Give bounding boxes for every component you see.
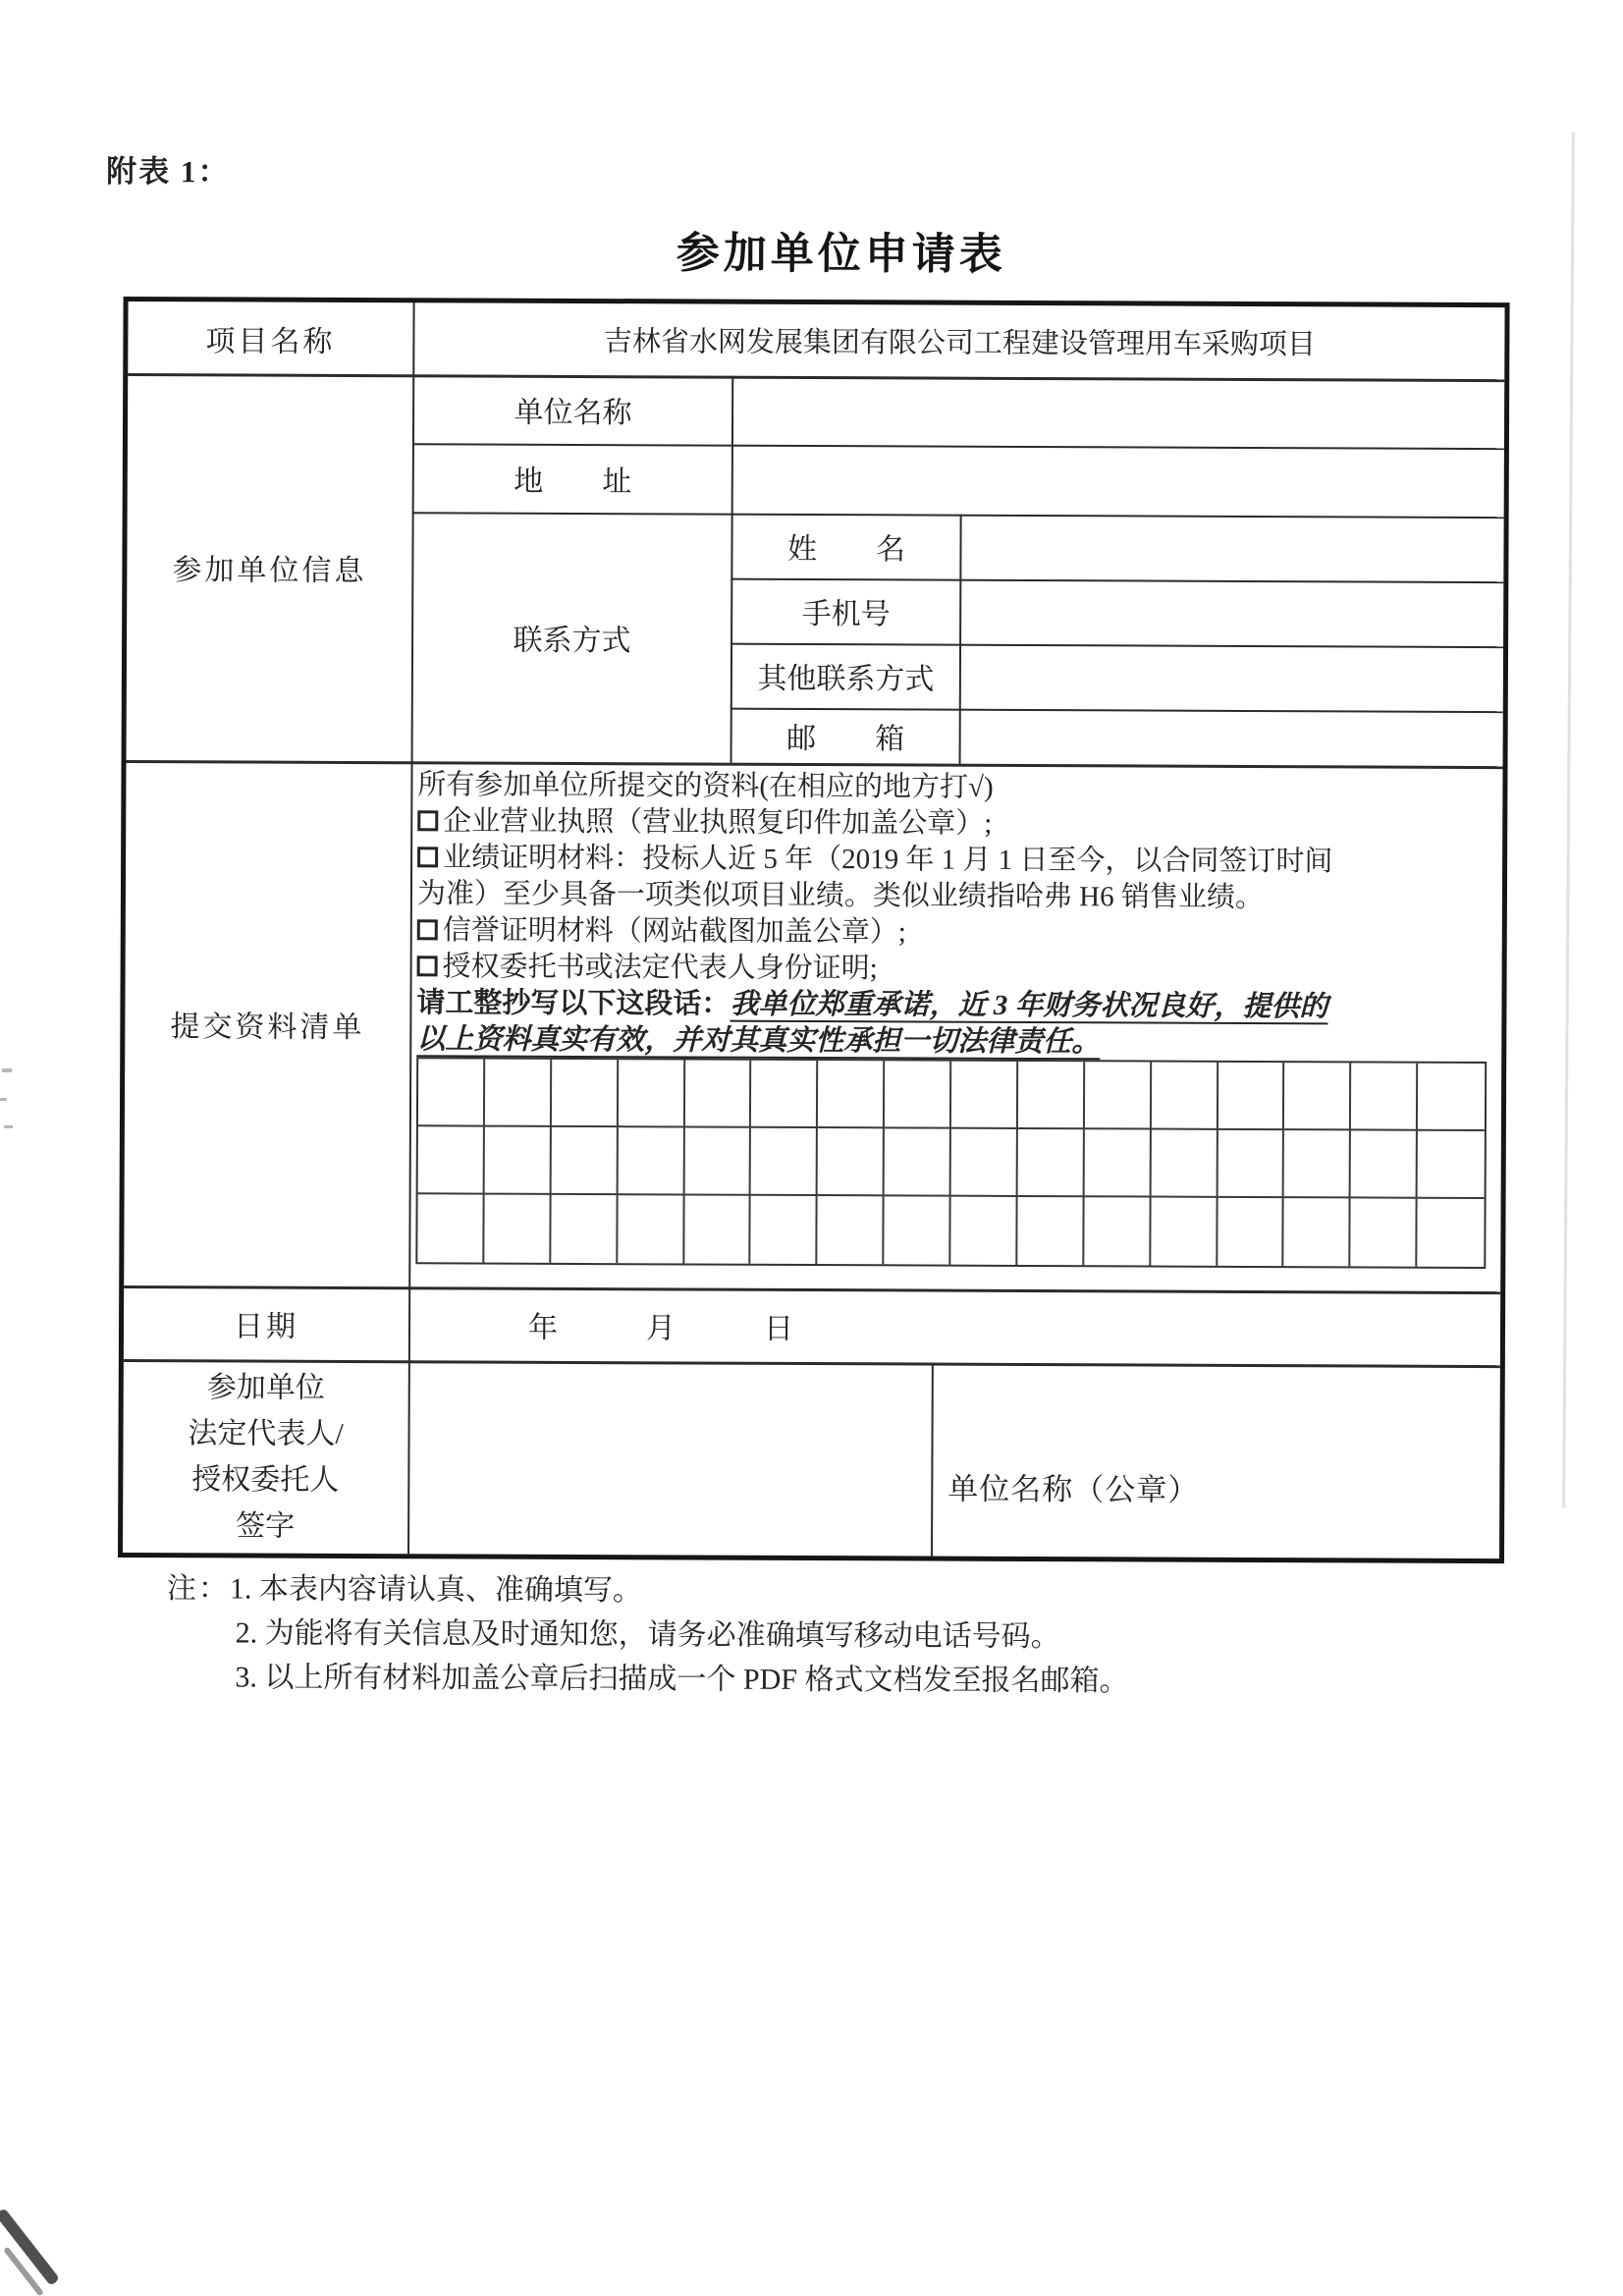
writing-grid-cell xyxy=(1017,1197,1084,1265)
signature-label-line: 参加单位 xyxy=(206,1370,325,1404)
materials-item: 信誉证明材料（网站截图加盖公章）; xyxy=(417,912,1499,954)
writing-grid-cell xyxy=(818,1196,885,1264)
writing-grid-cell xyxy=(1351,1063,1418,1130)
writing-grid-cell xyxy=(485,1060,552,1127)
writing-grid-cell xyxy=(951,1129,1018,1197)
writing-grid-cell xyxy=(818,1128,885,1196)
seal-label: 单位名称（公章） xyxy=(947,1471,1200,1507)
checkbox-icon xyxy=(417,956,438,976)
pledge-text-line1: 我单位郑重承诺，近 3 年财务状况良好，提供的 xyxy=(730,988,1328,1023)
contact-mobile-label: 手机号 xyxy=(801,597,891,631)
writing-grid-cell xyxy=(1417,1199,1484,1267)
checkbox-icon xyxy=(417,810,438,831)
unit-name-label: 单位名称 xyxy=(514,396,632,430)
contact-method-label: 联系方式 xyxy=(513,624,631,658)
copy-instruction-prefix: 请工整抄写以下这段话： xyxy=(416,987,730,1020)
pledge-text-line2: 以上资料真实有效，并对其真实性承担一切法律责任。 xyxy=(416,1023,1101,1059)
footnotes xyxy=(166,1566,1394,1704)
materials-item: 授权委托书或法定代表人身份证明; xyxy=(417,949,1499,990)
materials-item-continuation: 为准）至少具备一项类似项目业绩。类似业绩指哈弗 H6 销售业绩。 xyxy=(416,878,1264,914)
checkbox-icon xyxy=(417,919,438,940)
signature-label-line: 法定代表人/ xyxy=(188,1416,344,1450)
materials-section-label: 提交资料清单 xyxy=(170,1010,365,1044)
writing-grid-cell xyxy=(551,1127,618,1195)
page-title: 参加单位申请表 xyxy=(676,229,1006,279)
footnote-line: 注：1. 本表内容请认真、准确填写。 xyxy=(166,1572,642,1608)
footnote-prefix: 注： xyxy=(166,1572,230,1606)
writing-grid-cell xyxy=(1284,1130,1351,1198)
writing-grid-cell xyxy=(1217,1198,1284,1266)
signature-label-line: 授权委托人 xyxy=(191,1462,340,1497)
writing-grid-cell xyxy=(751,1128,818,1196)
writing-grid-cell xyxy=(818,1061,885,1128)
participant-info-section-label: 参加单位信息 xyxy=(172,554,367,588)
date-value: 年 月 日 xyxy=(527,1311,794,1345)
scan-artifact-speck xyxy=(2,1068,12,1072)
writing-grid-cell xyxy=(1084,1129,1151,1197)
writing-grid-cell xyxy=(1418,1064,1485,1131)
project-name-value: 吉林省水网发展集团有限公司工程建设管理用车采购项目 xyxy=(603,326,1316,361)
writing-grid-cell xyxy=(1418,1131,1485,1199)
writing-grid-cell xyxy=(1351,1198,1418,1266)
copy-instruction-line xyxy=(416,985,1498,1026)
checkbox-icon xyxy=(417,847,438,867)
writing-grid-cell xyxy=(885,1128,951,1196)
address-value-cell xyxy=(733,445,1504,517)
writing-grid-cell xyxy=(551,1195,618,1263)
application-form-table xyxy=(118,297,1510,1563)
contact-name-value-cell xyxy=(961,515,1503,581)
writing-grid-cell xyxy=(1284,1063,1351,1130)
contact-email-label: 邮 箱 xyxy=(786,722,905,756)
writing-grid-cell xyxy=(418,1126,485,1194)
writing-grid-cell xyxy=(885,1061,951,1128)
signature-value-cell xyxy=(409,1360,932,1556)
materials-content xyxy=(416,767,1499,1063)
writing-grid-cell xyxy=(417,1194,484,1262)
writing-grid-cell xyxy=(1151,1198,1217,1266)
attachment-label: 附表 1： xyxy=(106,153,231,190)
writing-grid-cell xyxy=(751,1196,818,1264)
contact-other-value-cell xyxy=(961,644,1503,711)
contact-name-label: 姓 名 xyxy=(786,532,906,567)
scan-artifact-speck xyxy=(0,1098,7,1101)
writing-grid-cell xyxy=(484,1127,551,1195)
writing-grid-cell xyxy=(552,1060,619,1127)
writing-grid-cell xyxy=(1351,1130,1418,1198)
materials-intro: 所有参加单位所提交的资料(在相应的地方打√) xyxy=(417,769,994,803)
writing-grid-cell xyxy=(418,1059,485,1126)
unit-name-value-cell xyxy=(733,376,1504,448)
project-name-label: 项目名称 xyxy=(205,324,336,358)
address-label: 地 址 xyxy=(514,465,632,499)
pledge-line2 xyxy=(416,1021,1498,1063)
writing-grid-cell xyxy=(684,1195,751,1263)
contact-other-label: 其他联系方式 xyxy=(757,662,935,696)
writing-grid-cell xyxy=(950,1197,1017,1265)
writing-grid-cell xyxy=(684,1127,751,1195)
writing-grid-cell xyxy=(1017,1129,1084,1197)
writing-grid-cell xyxy=(684,1060,751,1127)
signature-label-line: 签字 xyxy=(236,1508,296,1543)
writing-grid-cell xyxy=(1085,1062,1152,1129)
signature-label xyxy=(123,1359,408,1554)
contact-mobile-value-cell xyxy=(961,579,1503,646)
contact-email-value-cell xyxy=(961,709,1503,766)
writing-grid-cell xyxy=(1217,1063,1284,1130)
writing-grid-cell xyxy=(1018,1062,1085,1129)
writing-grid-cell xyxy=(618,1127,684,1195)
writing-grid-cell xyxy=(1151,1130,1217,1198)
materials-item: 企业营业执照（营业执照复印件加盖公章）; xyxy=(417,803,1499,845)
writing-grid-cell xyxy=(1084,1197,1151,1265)
footnote-line: 3. 以上所有材料加盖公章后扫描成一个 PDF 格式文档发至报名邮箱。 xyxy=(235,1661,1129,1698)
date-label: 日期 xyxy=(233,1309,299,1343)
writing-grid-cell xyxy=(618,1195,684,1263)
writing-grid-cell xyxy=(1217,1130,1284,1198)
writing-grid-cell xyxy=(1152,1063,1218,1130)
writing-grid-cell xyxy=(751,1061,818,1128)
writing-grid-cell xyxy=(484,1195,551,1263)
footnote-line: 2. 为能将有关信息及时通知您，请务必准确填写移动电话号码。 xyxy=(235,1616,1060,1654)
writing-grid-cell xyxy=(1284,1198,1351,1266)
materials-item: 业绩证明材料：投标人近 5 年（2019 年 1 月 1 日至今，以合同签订时间 xyxy=(417,840,1499,881)
scan-artifact-speck xyxy=(4,1125,13,1128)
writing-grid-cell xyxy=(951,1062,1018,1129)
writing-grid xyxy=(415,1057,1487,1269)
writing-grid-cell xyxy=(884,1196,950,1264)
writing-grid-cell xyxy=(619,1060,685,1127)
